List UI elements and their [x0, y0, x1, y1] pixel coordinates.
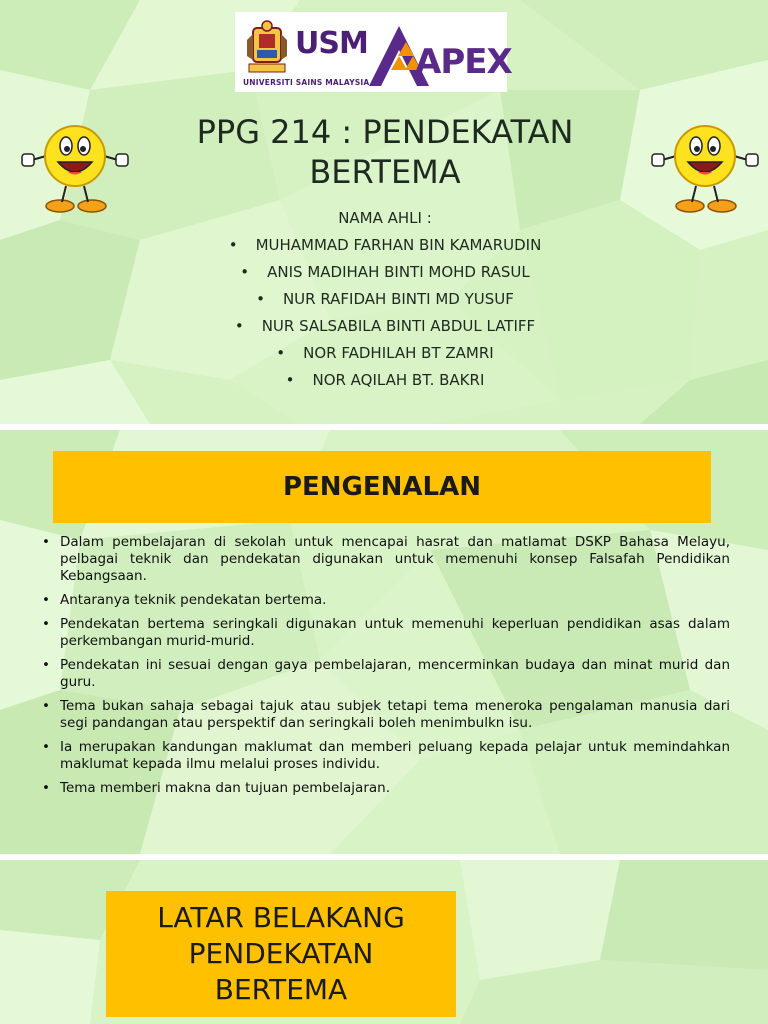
heading-line: BERTEMA	[214, 973, 348, 1006]
list-item	[42, 739, 730, 773]
list-item	[42, 616, 730, 650]
heading-line: PENDEKATAN	[188, 937, 374, 970]
member-name: ANIS MADIHAH BINTI MOHD RASUL	[267, 263, 530, 281]
list-item	[150, 369, 620, 396]
smiley-thumbs-up-icon	[650, 122, 760, 214]
member-name: NUR SALSABILA BINTI ABDUL LATIFF	[261, 317, 536, 335]
heading-line: LATAR BELAKANG	[157, 901, 405, 934]
list-item	[150, 288, 620, 315]
list-item	[42, 534, 730, 585]
bullet: •	[42, 616, 50, 632]
members-list	[150, 234, 620, 396]
section-heading-banner: PENGENALAN	[53, 451, 711, 523]
bullet: •	[42, 698, 50, 714]
bullet: •	[276, 344, 286, 362]
logo-banner	[235, 12, 512, 92]
slide-title	[150, 112, 620, 192]
point-text: Tema bukan sahaja sebagai tajuk atau subjek tetapi tema meneroka pengalaman manusia dari segi pandangan atau perspektif dan seringkali boleh menimbulkn isu.	[60, 698, 730, 731]
members-heading: NAMA AHLI :	[338, 209, 432, 227]
title-line: PPG 214 : PENDEKATAN	[196, 113, 574, 151]
bullet: •	[256, 290, 265, 308]
bullet: •	[240, 263, 250, 281]
member-name: MUHAMMAD FARHAN BIN KAMARUDIN	[255, 236, 542, 254]
title-slide	[0, 0, 768, 424]
point-text: Pendekatan bertema seringkali digunakan untuk memenuhi keperluan pendidikan asas dalam perkembangan murid-murid.	[60, 616, 730, 649]
bullet: •	[42, 657, 50, 673]
list-item	[42, 592, 730, 609]
bullet: •	[285, 371, 295, 389]
title-line: BERTEMA	[309, 153, 461, 191]
usm-crest-icon	[243, 20, 291, 80]
list-item	[150, 342, 620, 369]
list-item	[150, 261, 620, 288]
bullet: •	[42, 739, 50, 755]
section-heading-banner	[106, 891, 456, 1017]
smiley-thumbs-up-icon	[20, 122, 130, 214]
member-name: NOR AQILAH BT. BAKRI	[312, 371, 485, 389]
member-name: NOR FADHILAH BT ZAMRI	[303, 344, 494, 362]
background-section-slide	[0, 860, 768, 1024]
introduction-points	[42, 534, 730, 804]
usm-logo-text: USM	[295, 26, 368, 61]
point-text: Antaranya teknik pendekatan bertema.	[60, 592, 327, 608]
point-text: Pendekatan ini sesuai dengan gaya pembelajaran, mencerminkan budaya dan minat murid dan guru.	[60, 657, 730, 690]
point-text: Ia merupakan kandungan maklumat dan memberi peluang kepada pelajar untuk memindahkan maklumat kepada ilmu melalui proses individu.	[60, 739, 730, 772]
list-item	[42, 780, 730, 797]
list-item	[150, 234, 620, 261]
bullet: •	[42, 780, 50, 796]
list-item	[42, 657, 730, 691]
usm-university-name: UNIVERSITI SAINS MALAYSIA	[243, 78, 370, 87]
bullet: •	[42, 592, 50, 608]
bullet: •	[234, 317, 244, 335]
list-item	[150, 315, 620, 342]
bullet: •	[228, 236, 238, 254]
introduction-slide	[0, 430, 768, 854]
apex-logo-text: APEX	[415, 42, 512, 82]
list-item	[42, 698, 730, 732]
member-name: NUR RAFIDAH BINTI MD YUSUF	[282, 290, 514, 308]
point-text: Dalam pembelajaran di sekolah untuk mencapai hasrat dan matlamat DSKP Bahasa Melayu, pelbagai teknik dan pendekatan digunakan untuk memenuhi konsep Falsafah Pendidikan Kebangsaan.	[60, 534, 730, 584]
bullet: •	[42, 534, 50, 550]
point-text: Tema memberi makna dan tujuan pembelajaran.	[60, 780, 390, 796]
